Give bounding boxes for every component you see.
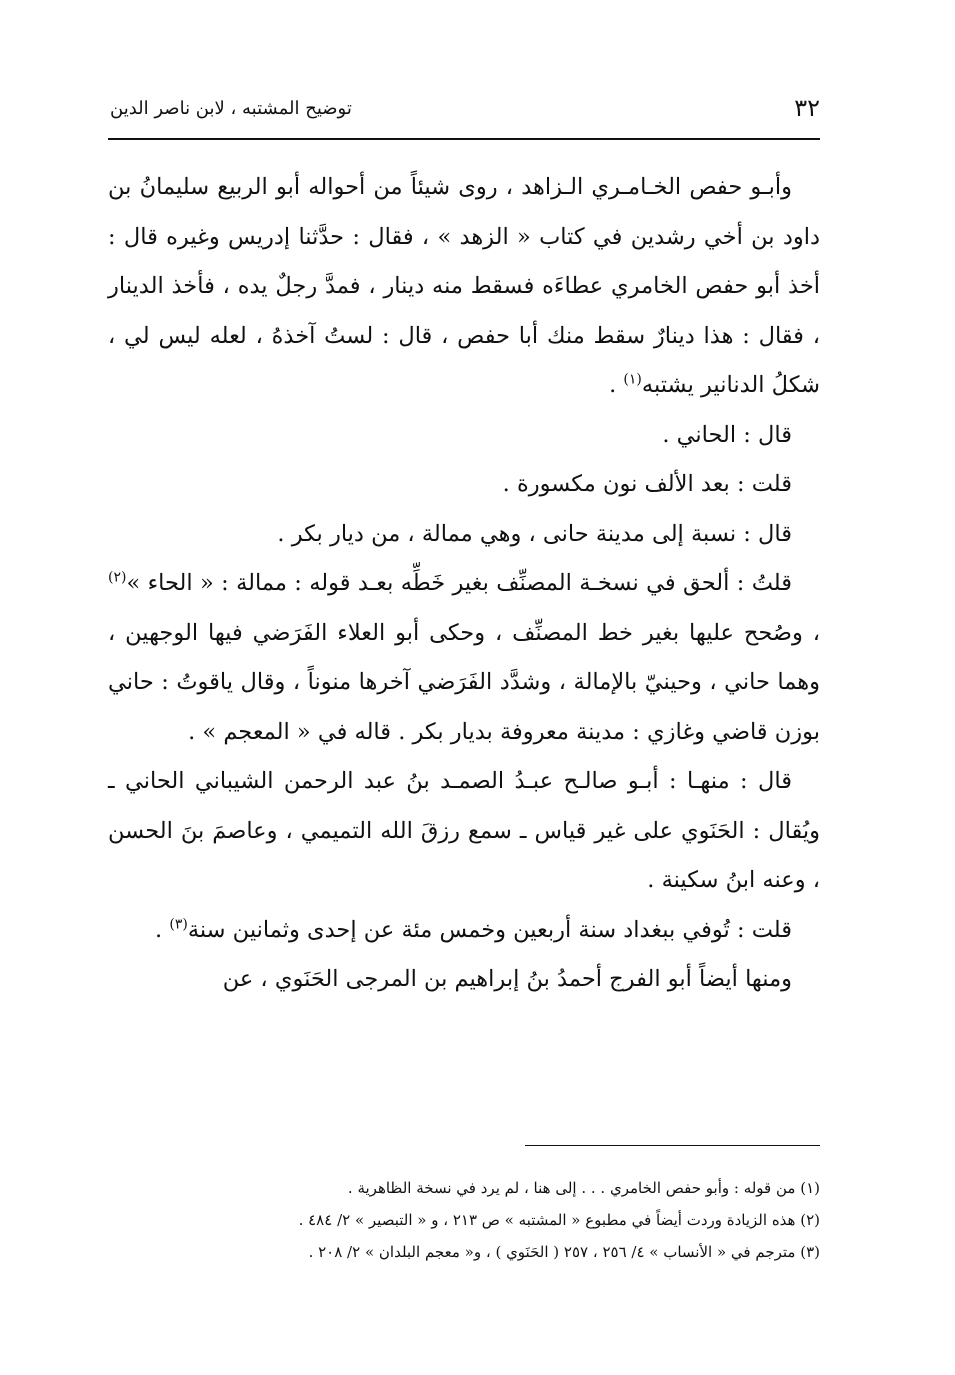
running-title: توضيح المشتبه ، لابن ناصر الدين <box>110 97 352 119</box>
footnote-ref-2: (٢) <box>108 569 127 586</box>
footnote-ref-3: (٣) <box>169 916 188 932</box>
footnote-2: (٢) هذه الزيادة وردت أيضاً في مطبوع « المشتبه » ص ٢١٣ ، و « التبصير » ٢/ ٤٨٤ . <box>298 1211 820 1229</box>
footnote-3: (٣) مترجم في « الأنساب » ٤/ ٢٥٦ ، ٢٥٧ ( الحَنَوي ) ، و« معجم البلدان » ٢/ ٢٠٨ . <box>308 1243 820 1261</box>
page-number: ٣٢ <box>794 94 820 122</box>
main-text <box>108 163 820 1005</box>
paragraph-7: قلت : تُوفي ببغداد سنة أربعين وخمس مئة عن إحدى وثمانين سنة$^{(٣)}$ . <box>155 916 792 943</box>
paragraph-8: ومنها أيضاً أبو الفرج أحمدُ بنُ إبراهيم بن المرجى الحَنَوي ، عن <box>222 966 792 992</box>
paragraph-6: قال : منهـا : أبـو صالـح عبـدُ الصمـد بنُ عبد الرحمن الشيباني الحاني ـ ويُقال : الحَنَوي على غير قياس ـ سمع رزقَ الله التميمي ، وعاصمَ بنَ الحسن ، وعنه ابنُ سكينة . <box>108 768 820 893</box>
footnote-ref-1: (١) <box>623 371 642 388</box>
paragraph-4: قال : نسبة إلى مدينة حانى ، وهي ممالة ، من ديار بكر . <box>277 520 792 547</box>
paragraph-3: قلت : بعد الألف نون مكسورة . <box>502 471 792 497</box>
page-header <box>110 88 820 128</box>
footnotes <box>108 1172 820 1268</box>
footnote-1: (١) من قوله : وأبو حفص الخامري . . . إلى هنا ، لم يرد في نسخة الظاهرية . <box>347 1179 820 1197</box>
paragraph-2: قال : الحاني . <box>662 421 792 448</box>
footnote-separator <box>525 1145 820 1146</box>
paragraph-5: قلتُ : ألحق في نسخـة المصنِّف بغير خَطِّه بعـد قوله : ممالة : « الحاء »$^{(٢)}$ ، وصُحح عليها بغير خط المصنِّف ، وحكى أبو العلاء الفَرَضي فيها الوجهين ، وهما حاني ، وحينيّ بالإمالة ، وشدَّد الفَرَضي آخرها منوناً ، وقال ياقوتُ : حاني بوزن قاضي وغازي : مدينة معروفة بديار بكر . قاله في « المعجم » . <box>108 569 820 745</box>
paragraph-1: وأبـو حفص الخـامـري الـزاهد ، روى شيئاً من أحواله أبو الربيع سليمانُ بن داود بن أخي رشدين في كتاب « الزهد » ، فقال : حدَّثنا إدريس وغيره قال : أخذ أبو حفص الخامري عطاءَه فسقط منه دينار ، فمدَّ رجلٌ يده ، فأخذ الدينار ، فقال : هذا دينارٌ سقط منك أبا حفص ، قال : لستُ آخذهُ ، لعله ليس لي ، شكلُ الدنانير يشتبه$^{(١)}$ . <box>108 174 820 398</box>
header-rule <box>108 138 820 140</box>
